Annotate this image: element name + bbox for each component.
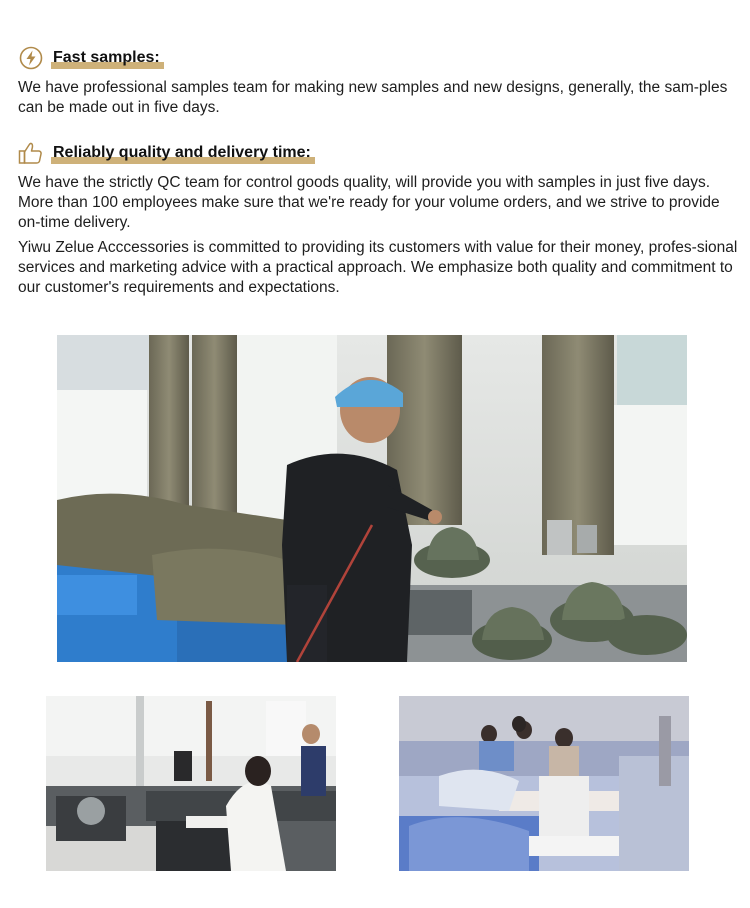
garment-production-line-photo [399,696,689,871]
reliability-title: Reliably quality and delivery time: [53,143,313,163]
reliability-section [18,139,740,298]
reliability-body-1: We have the strictly QC team for control goods quality, will provide you with samples in just five days. More than 100 employees make sure that we're ready for your volume orders, and we strive to provide on-time delivery. [18,174,720,231]
reliability-body-2: Yiwu Zelue Acccessories is committed to providing its customers with value for their money, profes-sional services and marketing advice with a practical approach. We emphasize both quality and commitment to our customer's requirements and expectations. [18,239,738,296]
fast-samples-body: We have professional samples team for making new samples and new designs, generally, the sam-ples can be made out in five days. [18,79,728,116]
lightning-icon [18,45,44,71]
reliability-heading [18,139,740,167]
fast-samples-section [18,44,740,118]
factory-worker-hat-press-photo [57,335,687,662]
sewing-workshop-photo [46,696,336,871]
thumbs-up-icon [18,140,44,166]
fast-samples-title: Fast samples: [53,48,162,68]
fast-samples-heading [18,44,740,72]
